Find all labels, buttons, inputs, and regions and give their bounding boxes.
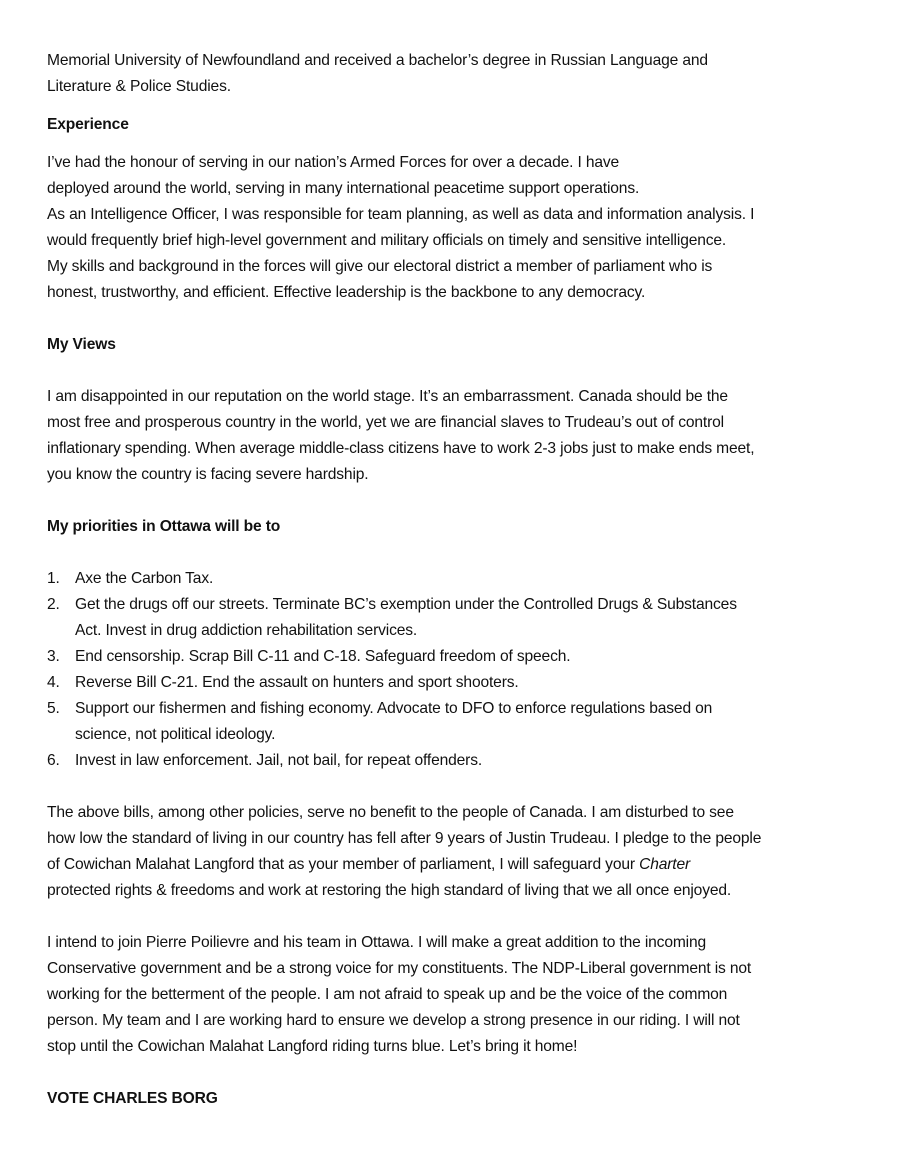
- education-paragraph: [47, 48, 877, 100]
- list-item: [47, 748, 877, 774]
- document-page: [47, 48, 877, 1112]
- text-segment: of Cowichan Malahat Langford that as your member of parliament, I will safeguard your: [47, 856, 640, 873]
- text-line: My skills and background in the forces will give our electoral district a member of parliament who is: [47, 258, 713, 275]
- list-item: [47, 670, 877, 696]
- list-item: [47, 566, 877, 592]
- experience-paragraph: [47, 150, 877, 306]
- text-line: protected rights & freedoms and work at restoring the high standard of living that we all once enjoyed.: [47, 882, 732, 899]
- text-line: End censorship. Scrap Bill C-11 and C-18. Safeguard freedom of speech.: [75, 648, 571, 665]
- text-line: I’ve had the honour of serving in our nation’s Armed Forces for over a decade. I have: [47, 154, 620, 171]
- text-line: Reverse Bill C-21. End the assault on hunters and sport shooters.: [75, 674, 519, 691]
- list-number: 1.: [47, 570, 60, 587]
- signoff: VOTE CHARLES BORG: [47, 1090, 218, 1107]
- text-line: person. My team and I are working hard to ensure we develop a strong presence in our riding. I will not: [47, 1012, 740, 1029]
- intent-paragraph: [47, 930, 877, 1060]
- text-line: I intend to join Pierre Poilievre and his team in Ottawa. I will make a great addition to the incoming: [47, 934, 707, 951]
- closing-paragraph: [47, 800, 877, 904]
- text-line: Support our fishermen and fishing economy. Advocate to DFO to enforce regulations based on: [75, 700, 713, 717]
- list-number: 3.: [47, 648, 60, 665]
- list-number: 2.: [47, 596, 60, 613]
- text-line: As an Intelligence Officer, I was responsible for team planning, as well as data and information analysis. I: [47, 206, 755, 223]
- text-line: would frequently brief high-level government and military officials on timely and sensitive intelligence.: [47, 232, 727, 249]
- views-heading: My Views: [47, 336, 116, 353]
- text-line: I am disappointed in our reputation on the world stage. It’s an embarrassment. Canada should be the: [47, 388, 728, 405]
- text-line: Literature & Police Studies.: [47, 78, 231, 95]
- views-paragraph: [47, 384, 877, 488]
- text-line: most free and prosperous country in the world, yet we are financial slaves to Trudeau’s out of control: [47, 414, 724, 431]
- text-line: deployed around the world, serving in many international peacetime support operations.: [47, 180, 640, 197]
- text-line: stop until the Cowichan Malahat Langford riding turns blue. Let’s bring it home!: [47, 1038, 578, 1055]
- list-number: 6.: [47, 752, 60, 769]
- text-line: inflationary spending. When average middle-class citizens have to work 2-3 jobs just to make ends meet,: [47, 440, 755, 457]
- text-line: The above bills, among other policies, serve no benefit to the people of Canada. I am disturbed to see: [47, 804, 734, 821]
- text-line: Conservative government and be a strong voice for my constituents. The NDP-Liberal government is not: [47, 960, 752, 977]
- list-number: 4.: [47, 674, 60, 691]
- text-line: Memorial University of Newfoundland and received a bachelor’s degree in Russian Language and: [47, 52, 708, 69]
- text-line: Get the drugs off our streets. Terminate BC’s exemption under the Controlled Drugs & Substances: [75, 596, 737, 613]
- list-item: [47, 696, 877, 748]
- text-line: honest, trustworthy, and efficient. Effective leadership is the backbone to any democracy.: [47, 284, 646, 301]
- text-line: science, not political ideology.: [75, 726, 276, 743]
- priorities-heading: My priorities in Ottawa will be to: [47, 518, 281, 535]
- list-item: [47, 592, 877, 644]
- list-item: [47, 644, 877, 670]
- text-line: working for the betterment of the people. I am not afraid to speak up and be the voice of the common: [47, 986, 728, 1003]
- text-line: how low the standard of living in our country has fell after 9 years of Justin Trudeau. I pledge to the people: [47, 830, 762, 847]
- experience-heading: Experience: [47, 116, 129, 133]
- text-line: Axe the Carbon Tax.: [75, 570, 214, 587]
- list-number: 5.: [47, 700, 60, 717]
- text-line: you know the country is facing severe hardship.: [47, 466, 369, 483]
- priorities-list: [47, 566, 877, 774]
- charter-italic: Charter: [639, 856, 691, 873]
- text-line: [47, 852, 877, 878]
- text-line: Act. Invest in drug addiction rehabilitation services.: [75, 622, 418, 639]
- text-line: Invest in law enforcement. Jail, not bail, for repeat offenders.: [75, 752, 483, 769]
